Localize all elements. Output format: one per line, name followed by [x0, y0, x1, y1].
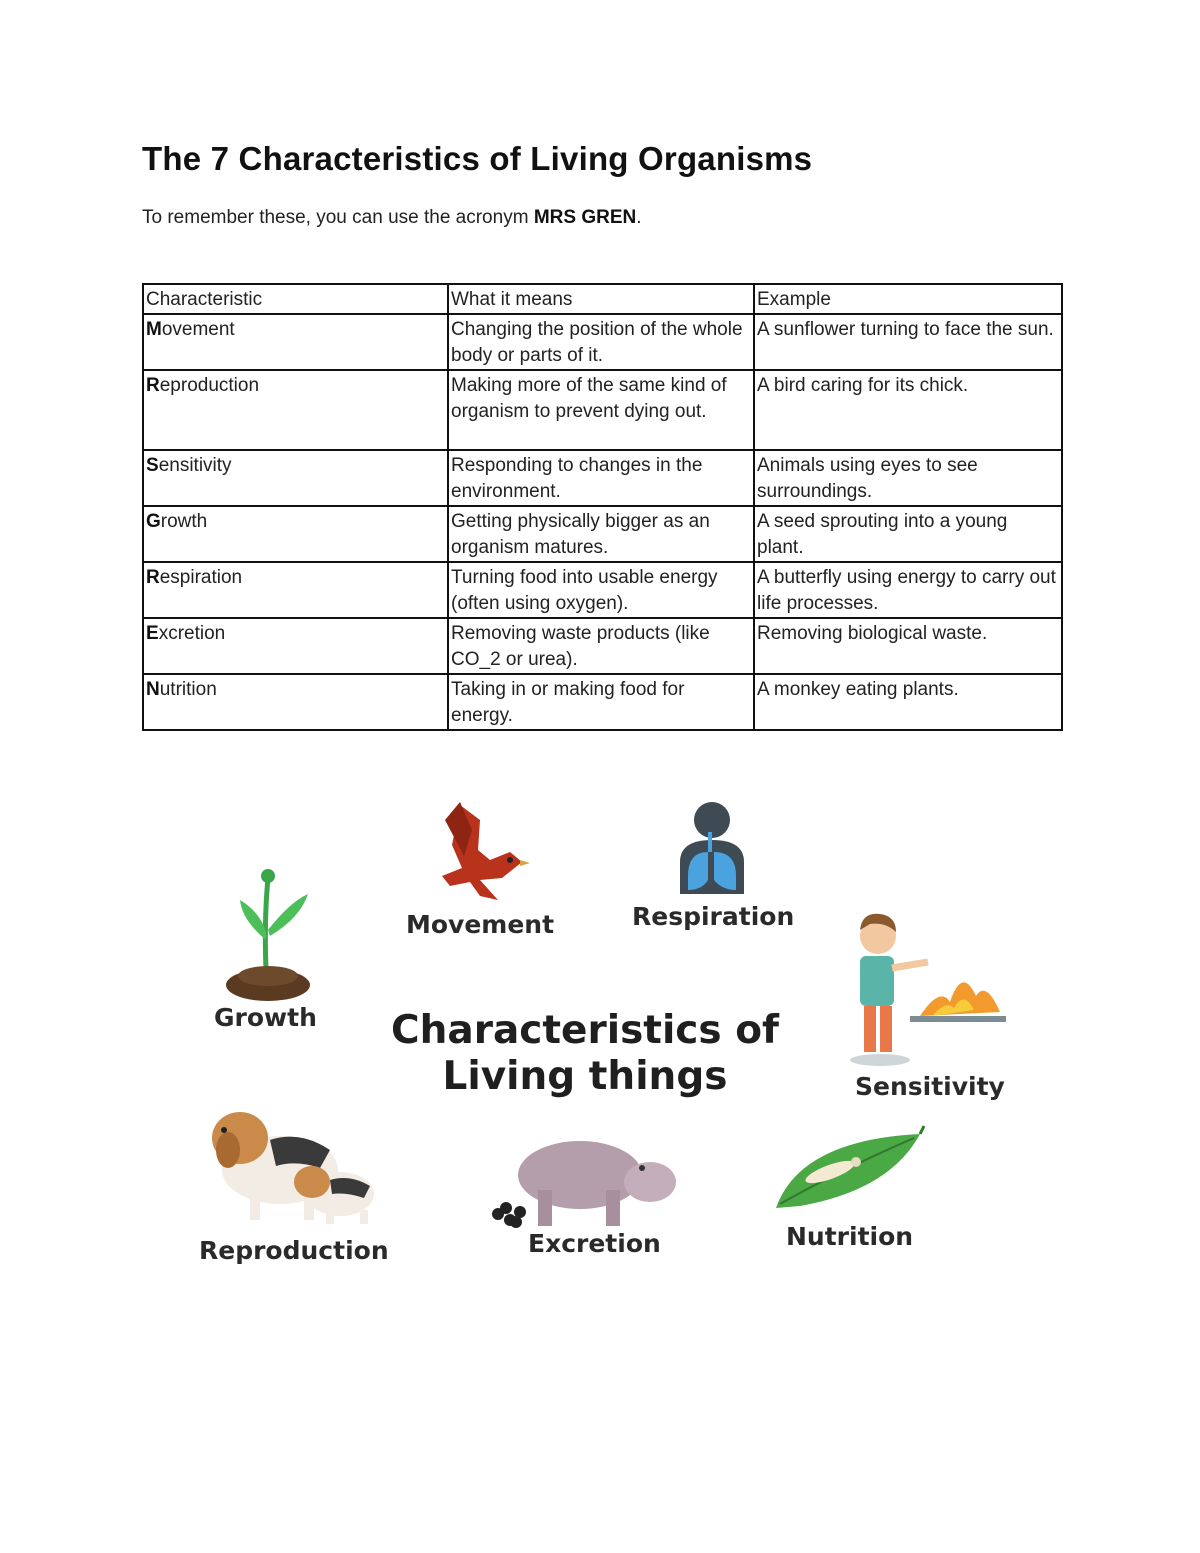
- meaning-cell: Taking in or making food for energy.: [448, 674, 754, 730]
- lungs-icon: [680, 802, 744, 894]
- characteristic-rest: xcretion: [158, 623, 226, 644]
- header-meaning: What it means: [448, 284, 754, 314]
- example-cell: Removing biological waste.: [754, 618, 1062, 674]
- initial-letter: R: [146, 567, 160, 588]
- initial-letter: G: [146, 511, 161, 532]
- table-row: [143, 618, 1062, 674]
- characteristic-cell: [143, 674, 448, 730]
- document-title: The 7 Characteristics of Living Organisms: [142, 140, 813, 177]
- characteristic-cell: [143, 314, 448, 370]
- meaning-cell: Changing the position of the whole body or parts of it.: [448, 314, 754, 370]
- intro-end: .: [636, 207, 642, 228]
- initial-letter: S: [146, 455, 159, 476]
- infographic-title-line1: Characteristics of: [391, 1008, 779, 1053]
- plant-icon: [226, 869, 310, 1001]
- example-cell: Animals using eyes to see surroundings.: [754, 450, 1062, 506]
- example-cell: A monkey eating plants.: [754, 674, 1062, 730]
- table-row: [143, 370, 1062, 450]
- header-example: Example: [754, 284, 1062, 314]
- initial-letter: R: [146, 375, 160, 396]
- characteristic-rest: utrition: [159, 679, 217, 700]
- hippo-icon: [492, 1141, 676, 1228]
- characteristic-rest: espiration: [159, 567, 243, 588]
- example-cell: A sunflower turning to face the sun.: [754, 314, 1062, 370]
- table-row: [143, 506, 1062, 562]
- caterpillar-leaf-icon: [776, 1126, 924, 1208]
- boy-fire-icon: [850, 914, 1006, 1066]
- characteristic-cell: [143, 450, 448, 506]
- infographic-title-line2: Living things: [442, 1054, 728, 1099]
- initial-letter: M: [146, 319, 162, 340]
- example-cell: A seed sprouting into a young plant.: [754, 506, 1062, 562]
- example-cell: A butterfly using energy to carry out life processes.: [754, 562, 1062, 618]
- infographic-title: [380, 1008, 790, 1100]
- table-header-row: [143, 284, 1062, 314]
- acronym: MRS GREN: [533, 207, 637, 228]
- meaning-cell: Removing waste products (like CO_2 or urea).: [448, 618, 754, 674]
- intro-paragraph: [142, 207, 642, 229]
- meaning-cell: Making more of the same kind of organism to prevent dying out.: [448, 370, 754, 450]
- initial-letter: N: [146, 679, 160, 700]
- characteristics-table: [142, 283, 1063, 731]
- characteristic-cell: [143, 562, 448, 618]
- label-respiration: Respiration: [632, 902, 795, 931]
- table-row: [143, 562, 1062, 618]
- header-characteristic: Characteristic: [143, 284, 448, 314]
- characteristic-rest: rowth: [160, 511, 208, 532]
- table-row: [143, 314, 1062, 370]
- label-excretion: Excretion: [528, 1229, 661, 1258]
- label-sensitivity: Sensitivity: [855, 1072, 1005, 1101]
- label-movement: Movement: [406, 910, 555, 939]
- characteristic-cell: [143, 618, 448, 674]
- initial-letter: E: [146, 623, 159, 644]
- label-nutrition: Nutrition: [786, 1222, 914, 1251]
- table-row: [143, 450, 1062, 506]
- dogs-icon: [212, 1112, 374, 1224]
- example-cell: A bird caring for its chick.: [754, 370, 1062, 450]
- label-reproduction: Reproduction: [199, 1236, 389, 1265]
- characteristics-infographic: [180, 790, 1040, 1290]
- label-growth: Growth: [214, 1003, 317, 1032]
- intro-text: To remember these, you can use the acronym: [142, 207, 534, 228]
- meaning-cell: Turning food into usable energy (often using oxygen).: [448, 562, 754, 618]
- meaning-cell: Responding to changes in the environment.: [448, 450, 754, 506]
- characteristic-cell: [143, 506, 448, 562]
- characteristic-cell: [143, 370, 448, 450]
- meaning-cell: Getting physically bigger as an organism matures.: [448, 506, 754, 562]
- table-row: [143, 674, 1062, 730]
- characteristic-rest: ovement: [161, 319, 235, 340]
- characteristic-rest: ensitivity: [158, 455, 232, 476]
- characteristic-rest: eproduction: [159, 375, 260, 396]
- bird-icon: [442, 802, 530, 900]
